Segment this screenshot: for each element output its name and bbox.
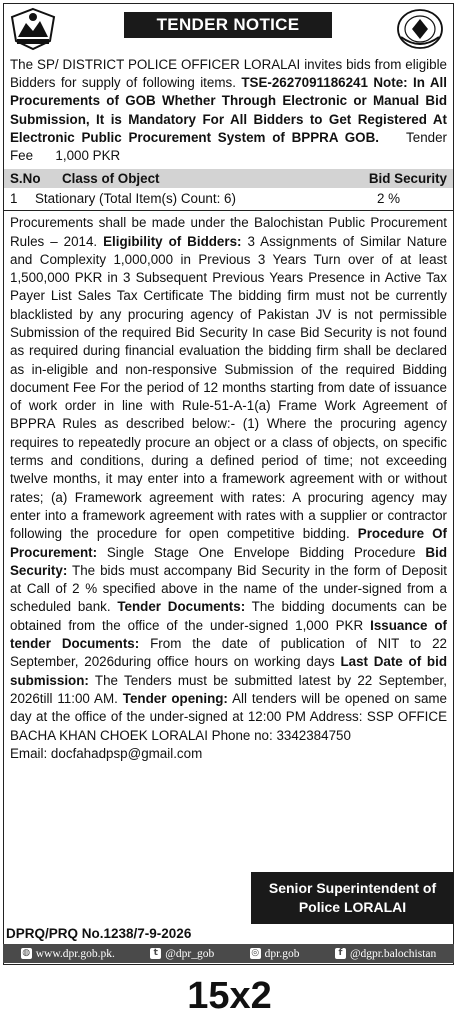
body-text: From the date of publication of NIT to 22 September, 2026during office hours on working days (10, 636, 447, 670)
col-sno: S.No (10, 171, 41, 187)
signature-line-2: Police LORALAI (298, 899, 407, 915)
last-date-label: Last Date of bid submission: (10, 654, 448, 688)
ad-size-label: 15x2 (187, 975, 272, 1017)
tse-number: TSE-2627091186241 (241, 75, 368, 91)
body-text: The bidding documents can be obtained from the office of the under-signed 1,000 PKR (10, 599, 448, 633)
body-text: The Tenders must be submitted latest by 22 September, 2026till 11:00 AM. (10, 672, 447, 706)
table-row (4, 188, 453, 211)
tender-opening-label: Tender opening: (122, 690, 228, 706)
instagram-text: dpr.gob (264, 947, 300, 960)
intro-paragraph (4, 54, 453, 165)
note-text: Note: In All Procurements of GOB Whether Through Electronic or Manual Bid Submission, It is Mandatory For All Bidders to Get Registered At Electronic Public Procurement System of BPPRA GOB. (10, 75, 447, 145)
tender-fee-label: Tender Fee (10, 129, 447, 164)
twitter-item[interactable] (150, 948, 214, 960)
globe-icon: ◍ (22, 948, 31, 958)
page-title: TENDER NOTICE (124, 12, 332, 38)
tender-notice-ad (3, 3, 454, 965)
bid-security-label: Bid Security: (10, 544, 447, 578)
instagram-icon: ◎ (251, 948, 260, 958)
twitter-text: @dpr_gob (165, 947, 215, 960)
facebook-item[interactable] (335, 948, 436, 960)
facebook-icon: f (335, 948, 346, 959)
body-text: Procurements shall be made under the Balochistan Public Procurement Rules – 2014. (10, 215, 447, 249)
intro-text: The SP/ DISTRICT POLICE OFFICER LORALAI invites bids from eligible Bidders for supply of following items. (10, 57, 447, 91)
facebook-text: @dgpr.balochistan (349, 947, 437, 960)
email-line: Email: docfahadpsp@gmail.com (10, 745, 203, 761)
row-security: 2 % (377, 191, 401, 207)
twitter-icon: t (150, 948, 161, 959)
police-logo-icon (8, 7, 58, 51)
signature-line-1: Senior Superintendent of (268, 880, 437, 896)
social-bar (3, 944, 454, 963)
header (4, 4, 453, 54)
tender-documents-label: Tender Documents: (117, 599, 246, 615)
procedure-label: Procedure Of Procurement: (10, 526, 447, 560)
body-text: 3 Assignments of Similar Nature and Complexity 1,000,000 in Previous 3 Years Turn over of at least 1,500,000 PKR in 3 Subsequent Previous Years Presence in Active Tax Payer List Sales Tax Certificate The bidding firm must not be currently blacklisted by any procuring agency of Pakistan JV is not permissible Submission of the required Bid Security In case Bid Security is not found as required during financial evaluation the bidding firm shall be declared as in-eligible and non-responsive Submission of the required Bidding document Fee For the period of 12 months starting from date of issuance of work order in line with Rule-51-A-1(a) Frame Work Agreement of BPPRA Rules as described below:- (1) Where the procuring agency requires to repeatedly procure an object or a class of objects, on specific terms and conditions, during a defined period of time; not exceeding twelve months, it may enter into a framework agreement with or without rates; (a) Framework agreement with rates: A procuring agency may enter into a framework agreement with rates with a supplier or contractor following the procedure for open competitive bidding. (10, 233, 447, 542)
body-text: All tenders will be opened on same day at the office of the under-signed at 12:00 PM Address: SSP OFFICE BACHA KHAN CHOEK LORALAI Phone no: 3342384750 (10, 690, 447, 743)
website-text: www.dpr.gob.pk. (35, 947, 115, 960)
instagram-item[interactable] (250, 948, 300, 960)
body-text: Single Stage One Envelope Bidding Procedure (97, 544, 426, 560)
terms-paragraph (4, 211, 453, 745)
col-bid-security: Bid Security (368, 171, 447, 187)
signature-box (251, 872, 454, 924)
row-item: Stationary (Total Item(s) Count: 6) (35, 191, 236, 207)
col-class: Class of Object (62, 171, 160, 187)
body-text: The bids must accompany Bid Security in the form of Deposit at Call of 2 % specified above in the name of the under-signed from a scheduled bank. (10, 562, 447, 615)
government-emblem-icon (395, 7, 445, 51)
website-item[interactable] (21, 948, 115, 960)
reference-number: DPRQ/PRQ No.1238/7-9-2026 (6, 926, 192, 941)
eligibility-label: Eligibility of Bidders: (103, 233, 242, 249)
tender-fee-value: 1,000 PKR (55, 148, 121, 164)
table-header (4, 169, 453, 188)
issuance-label: Issuance of tender Documents: (10, 617, 447, 652)
row-sno: 1 (10, 191, 18, 207)
